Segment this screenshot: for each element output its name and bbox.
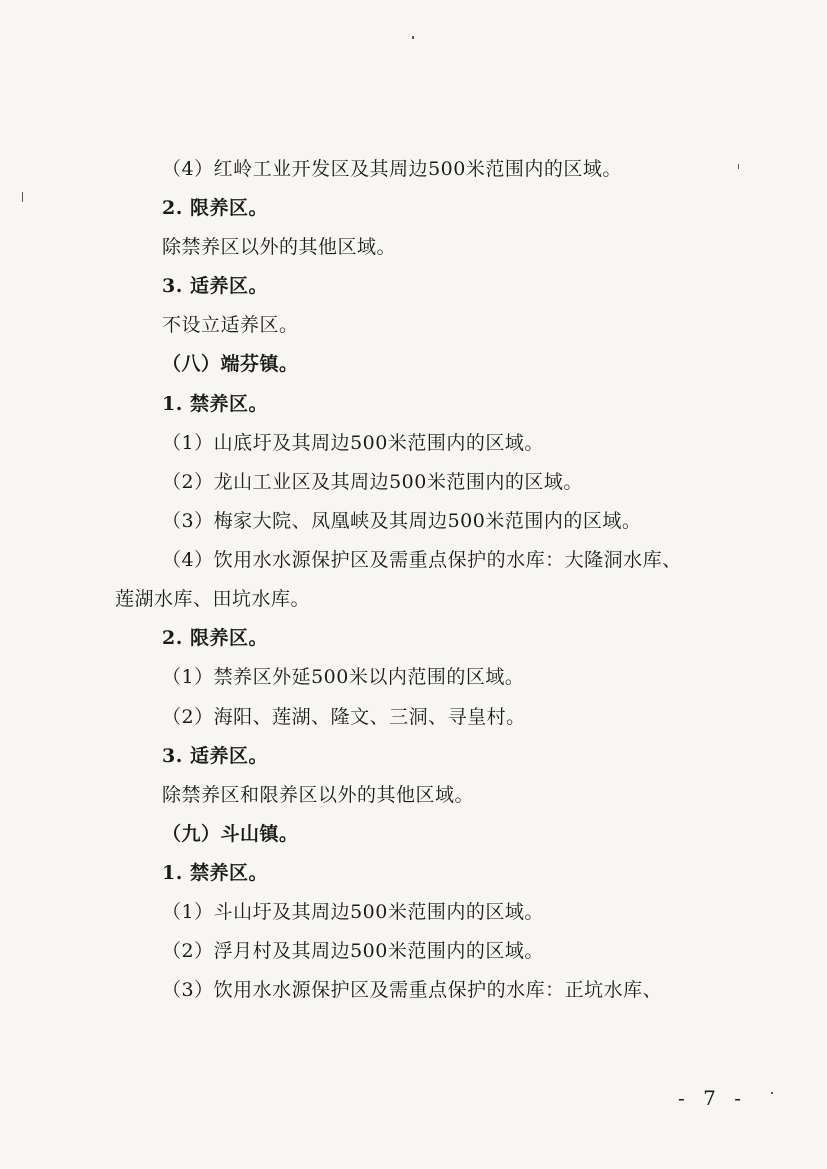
scan-speck	[738, 164, 739, 169]
text-line: 除禁养区以外的其他区域。	[162, 236, 397, 258]
text-line: （1）斗山圩及其周边500米范围内的区域。	[162, 901, 544, 923]
text-line: 不设立适养区。	[162, 314, 299, 336]
text-line: （4）红岭工业开发区及其周边500米范围内的区域。	[162, 158, 622, 180]
section-heading: 3. 适养区。	[162, 275, 268, 297]
section-heading: 1. 禁养区。	[162, 862, 268, 884]
scan-speck	[412, 36, 414, 39]
text-line: （2）龙山工业区及其周边500米范围内的区域。	[162, 471, 583, 493]
text-line: 除禁养区和限养区以外的其他区域。	[162, 784, 475, 806]
text-line: （3）饮用水水源保护区及需重点保护的水库：正坑水库、	[162, 979, 663, 1001]
text-line: （2）海阳、莲湖、隆文、三洞、寻皇村。	[162, 706, 526, 728]
text-line: （4）饮用水水源保护区及需重点保护的水库：大隆洞水库、	[162, 549, 682, 571]
page-number: - 7 -	[678, 1086, 747, 1110]
scan-speck	[22, 192, 23, 202]
section-heading: 3. 适养区。	[162, 745, 268, 767]
text-line: （1）禁养区外延500米以内范围的区域。	[162, 666, 525, 688]
town-heading: （九）斗山镇。	[162, 823, 299, 845]
section-heading: 1. 禁养区。	[162, 393, 268, 415]
scan-speck	[771, 1092, 773, 1094]
text-line: （1）山底圩及其周边500米范围内的区域。	[162, 432, 544, 454]
town-heading: （八）端芬镇。	[162, 353, 299, 375]
section-heading: 2. 限养区。	[162, 197, 268, 219]
text-line: 莲湖水库、田坑水库。	[115, 588, 311, 610]
section-heading: 2. 限养区。	[162, 627, 268, 649]
text-line: （2）浮月村及其周边500米范围内的区域。	[162, 940, 544, 962]
text-line: （3）梅家大院、凤凰峡及其周边500米范围内的区域。	[162, 510, 642, 532]
